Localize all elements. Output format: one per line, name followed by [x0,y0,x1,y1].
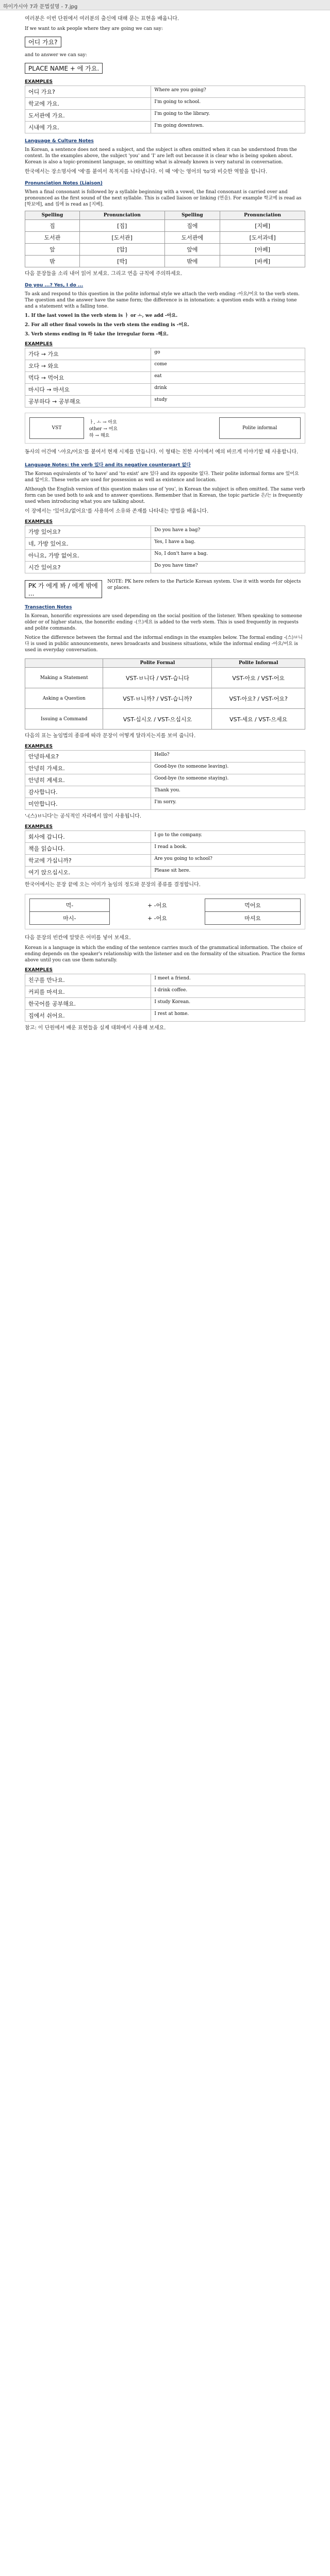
grid-header: Pronunciation [220,211,305,220]
table-row [25,843,305,855]
examples-table [25,974,305,1022]
grid-cell: [지베] [220,220,305,232]
example-ko: 어디 가요? [25,86,151,98]
grid-cell: [박] [79,256,164,267]
grid-cell: Asking a Question [25,688,103,709]
table-row [25,709,305,730]
grid-header: Spelling [164,211,220,220]
example-ko: 여기 앉으십시오. [25,867,151,878]
examples-title: EXAMPLES [25,968,53,973]
table-row [25,986,305,998]
table-row [25,538,305,550]
grid-cell: [압] [79,244,164,256]
paragraph: Although the English version of this question makes use of 'you', in Korean the subject is often omitted. The same verb form can be used both to ask and to answer questions. Remember that in Korean, the topic particle 은/는 is frequently used when introducing what you are talking about. [25,487,305,504]
example-en: Good-bye (to someone staying). [151,774,305,786]
grid-cell: [도서관] [79,232,164,244]
example-ko: 시내에 가요. [25,122,151,133]
table-row [25,526,305,538]
grid-header: Polite Formal [103,659,212,668]
paragraph: To ask and respond to this question in the polite informal style we attach the verb ending -아요/어요 to the verb stem. The question and the answer have the same form; the difference is in intonation: a question ends with a rising tone and a statement with a falling tone. [25,292,300,309]
examples-table [25,750,305,810]
grid-cell: [아페] [220,244,305,256]
example-en: I meet a friend. [151,974,305,986]
answer-box: PLACE NAME + 에 가요. [25,63,103,74]
grid-cell: [도서과네] [220,232,305,244]
paragraph: Notice the difference between the formal and the informal endings in the examples below. The formal ending -(스)ㅂ니다 is used in public announcements, news broadcasts and business situations, while the informal ending -아요/어요 is used in everyday conversation. [25,635,303,653]
table-row [25,86,305,98]
intro-english: If we want to ask people where they are going we can say: [25,26,163,31]
rule-line: 1. If the last vowel in the verb stem is ㅏ or ㅗ, we add -아요. [25,313,178,318]
intro-english-2: and to answer we can say: [25,53,87,58]
example-en: Hello? [151,751,305,762]
table-row [25,774,305,786]
korean-paragraph: 다음의 표는 높임법의 종류에 따라 문장이 어떻게 달라지는지를 보여 줍니다. [25,733,196,739]
example-ko: 도서관에 가요. [25,110,151,122]
diagram-branch: 하 → 해요 [89,433,110,438]
table-row [25,360,305,372]
table-row [25,688,305,709]
example-ko: 안녕하세요? [25,751,151,762]
rule-line: 2. For all other final vowels in the verb stem the ending is -어요. [25,323,189,328]
section-heading: Pronunciation Notes (Liaison) [25,181,103,186]
example-ko: 회사에 갑니다. [25,831,151,843]
example-en: Good-bye (to someone leaving). [151,762,305,774]
tip-label: PK 가 에게 봐 / 에게 밖에 ... [25,580,102,598]
korean-paragraph: 이 장에서는 '있어요/없어요'를 사용하여 소유와 존재를 나타내는 방법을 배웁니다. [25,509,209,514]
example-ko: 안녕히 가세요. [25,762,151,774]
example-en: eat [151,372,305,384]
example-en: come [151,360,305,372]
example-en: go [151,348,305,360]
example-ko: 네, 가방 있어요. [25,538,151,550]
grid-cell: Issuing a Command [25,709,103,730]
paragraph: In Korean, honorific expressions are used depending on the social position of the listener. When speaking to someone older or of higher status, the honorific ending -(으)세요 is added to the verb stem. This is used frequently in requests and polite commands. [25,614,302,631]
paragraph: The Korean equivalents of 'to have' and 'to exist' are 있다 and its opposite 없다. Their polite informal forms are 있어요 and 없어요. These verbs are used for possession as well as existence and location. [25,471,299,483]
table-row [25,348,305,360]
grid-cell: VST-아요? / VST-어요? [212,688,305,709]
korean-paragraph: 동사의 어간에 '-아요/어요'를 붙여서 현재 시제를 만듭니다. 이 형태는 친한 사이에서 예의 바르게 이야기할 때 사용합니다. [25,449,299,455]
window-title-bar [0,0,330,10]
grid-cell: VST-ㅂ니까? / VST-습니까? [103,688,212,709]
table-row [25,855,305,867]
examples-table [25,526,305,573]
grid-cell: 밖에 [164,256,220,267]
grid-cell: [바께] [220,256,305,267]
example-en: Thank you. [151,786,305,798]
example-en: I go to the company. [151,831,305,843]
example-ko: 미안합니다. [25,798,151,810]
grid-cell: 도서관에 [164,232,220,244]
example-ko: 공부하다 → 공부해요 [25,396,151,408]
table-row [25,550,305,562]
example-en: No, I don't have a bag. [151,550,305,562]
section-heading: Language & Culture Notes [25,139,94,144]
window-title: 하이가시아 7과 문법설명 - 7.jpg [3,4,78,10]
example-ko: 시간 있어요? [25,562,151,573]
diagram-ending: + -어요 [147,915,167,922]
question-box: 어디 가요? [25,37,61,47]
korean-paragraph: 참고: 이 단원에서 배운 표현들을 실제 대화에서 사용해 보세요. [25,1025,166,1031]
example-ko: 안녕히 계세요. [25,774,151,786]
conjugation-diagram [25,413,305,444]
pronunciation-grid [25,211,305,267]
grid-cell: 도서관 [25,232,80,244]
grid-cell: [집] [79,220,164,232]
table-row [25,831,305,843]
example-ko: 집에서 쉬어요. [25,1010,151,1022]
grid-cell: VST-아요 / VST-어요 [212,668,305,688]
example-ko: 마시다 → 마셔요 [25,384,151,396]
example-ko: 학교에 가십니까? [25,855,151,867]
grid-header [25,659,103,668]
example-ko: 친구를 만나요. [25,974,151,986]
paragraph: In Korean, a sentence does not need a subject, and the subject is often omitted when it can be understood from the context. In the examples above, the subject 'you' and 'I' are left out because it is clear who is being spoken about. Korean is also a topic-prominent language, so omitting what is already known is very natural in conversation. [25,147,297,165]
grid-header: Polite Informal [212,659,305,668]
example-en: drink [151,384,305,396]
examples-title: EXAMPLES [25,342,53,347]
example-en: Yes, I have a bag. [151,538,305,550]
document-page [25,12,305,1035]
diagram-branch: ㅏ, ㅗ → 아요 [89,419,117,425]
intro-korean: 여러분은 이번 단원에서 여러분의 출신에 대해 묻는 표현을 배웁니다. [25,16,179,22]
honorific-grid [25,658,305,730]
table-row [25,786,305,798]
example-ko: 한국어를 공부해요. [25,998,151,1010]
diagram-right: Polite informal [219,418,301,439]
diagram-branch: other → 어요 [89,426,118,432]
example-en: I rest at home. [151,1010,305,1022]
example-ko: 아니요, 가방 없어요. [25,550,151,562]
table-row [25,998,305,1010]
paragraph: Korean is a language in which the ending of the sentence carries much of the grammatical information. The choice of ending depends on the speaker's relationship with the listener and on the formality of the situation. Practice the forms above until you can use them naturally. [25,945,305,963]
example-ko: 커피를 마셔요. [25,986,151,998]
table-row [25,232,305,244]
rule-line: 3. Verb stems ending in 하 take the irregular form -해요. [25,332,169,337]
korean-paragraph: '-(스)ㅂ니다'는 공식적인 자리에서 많이 사용됩니다. [25,814,142,819]
table-row [25,751,305,762]
table-row [25,1010,305,1022]
grid-cell: 앞에 [164,244,220,256]
examples-table [25,86,305,133]
example-en: I read a book. [151,843,305,855]
table-row [25,244,305,256]
grid-cell: 앞 [25,244,80,256]
examples-table [25,831,305,878]
example-en: Are you going to school? [151,855,305,867]
table-row [25,762,305,774]
table-row [25,798,305,810]
example-ko: 감사합니다. [25,786,151,798]
table-row [25,256,305,267]
example-en: Please sit here. [151,867,305,878]
table-row [25,396,305,408]
example-en: I study Korean. [151,998,305,1010]
examples-title: EXAMPLES [25,519,53,524]
grid-cell: VST-ㅂ니다 / VST-습니다 [103,668,212,688]
paragraph: When a final consonant is followed by a syllable beginning with a vowel, the final consonant is carried over and pronounced as the first sound of the next syllable. This is called liaison or linking (연음). For example 학교에 is read as [학꾜에], and 집에 is read as [지베]. [25,190,302,207]
section-heading: Do you ...? Yes, I do ... [25,283,84,288]
example-en: Do you have a bag? [151,526,305,538]
examples-title: EXAMPLES [25,79,53,84]
table-row [25,668,305,688]
grid-cell: 집 [25,220,80,232]
examples-title: EXAMPLES [25,744,53,749]
examples-title: EXAMPLES [25,824,53,829]
table-row [25,384,305,396]
grid-cell: VST-십시오 / VST-으십시오 [103,709,212,730]
table-row [25,110,305,122]
table-row [25,220,305,232]
table-row [25,867,305,878]
table-row [25,98,305,110]
section-heading: Language Notes: the verb 있다 and its negative counterpart 없다 [25,463,191,468]
korean-paragraph: 한국어에서는 문장 끝에 오는 어미가 높임의 정도와 문장의 종류를 결정합니다. [25,882,201,888]
example-en: study [151,396,305,408]
example-ko: 가다 → 가요 [25,348,151,360]
grid-cell: 밖 [25,256,80,267]
grid-header: Pronunciation [79,211,164,220]
grid-header: Spelling [25,211,80,220]
tip-text: NOTE: PK here refers to the Particle Korean system. Use it with words for objects or places. [107,579,301,590]
korean-paragraph: 다음 문장의 빈칸에 알맞은 어미를 넣어 보세요. [25,935,131,941]
diagram-result: 마셔요 [205,912,301,925]
example-en: Where are you going? [151,86,305,98]
table-row [25,372,305,384]
example-ko: 책을 읽습니다. [25,843,151,855]
diagram-stem: 먹- [30,899,110,912]
diagram-result: 먹어요 [205,899,301,912]
korean-paragraph: 한국에서는 장소명사에 '에'를 붙여서 목적지를 나타냅니다. 이 때 '에'는 영어의 'to'와 비슷한 역할을 합니다. [25,169,268,175]
diagram-left: VST [30,418,84,439]
example-ko: 학교에 가요. [25,98,151,110]
example-ko: 오다 → 와요 [25,360,151,372]
section-heading: Transaction Notes [25,605,72,610]
example-ko: 먹다 → 먹어요 [25,372,151,384]
diagram-stem: 마시- [30,912,110,925]
example-en: I'm sorry. [151,798,305,810]
korean-paragraph: 다음 문장들을 소리 내어 읽어 보세요. 그리고 연음 규칙에 주의하세요. [25,271,183,277]
example-ko: 가방 있어요? [25,526,151,538]
conjugation-example-diagram [25,894,305,929]
example-en: I'm going to school. [151,98,305,110]
example-en: I'm going to the library. [151,110,305,122]
grid-cell: Making a Statement [25,668,103,688]
tip-box [25,579,305,600]
example-en: I drink coffee. [151,986,305,998]
examples-table [25,348,305,408]
diagram-ending: + -어요 [147,902,167,909]
table-row [25,974,305,986]
table-row [25,122,305,133]
grid-cell: VST-세요 / VST-으세요 [212,709,305,730]
example-en: Do you have time? [151,562,305,573]
table-row [25,562,305,573]
example-en: I'm going downtown. [151,122,305,133]
grid-cell: 집에 [164,220,220,232]
